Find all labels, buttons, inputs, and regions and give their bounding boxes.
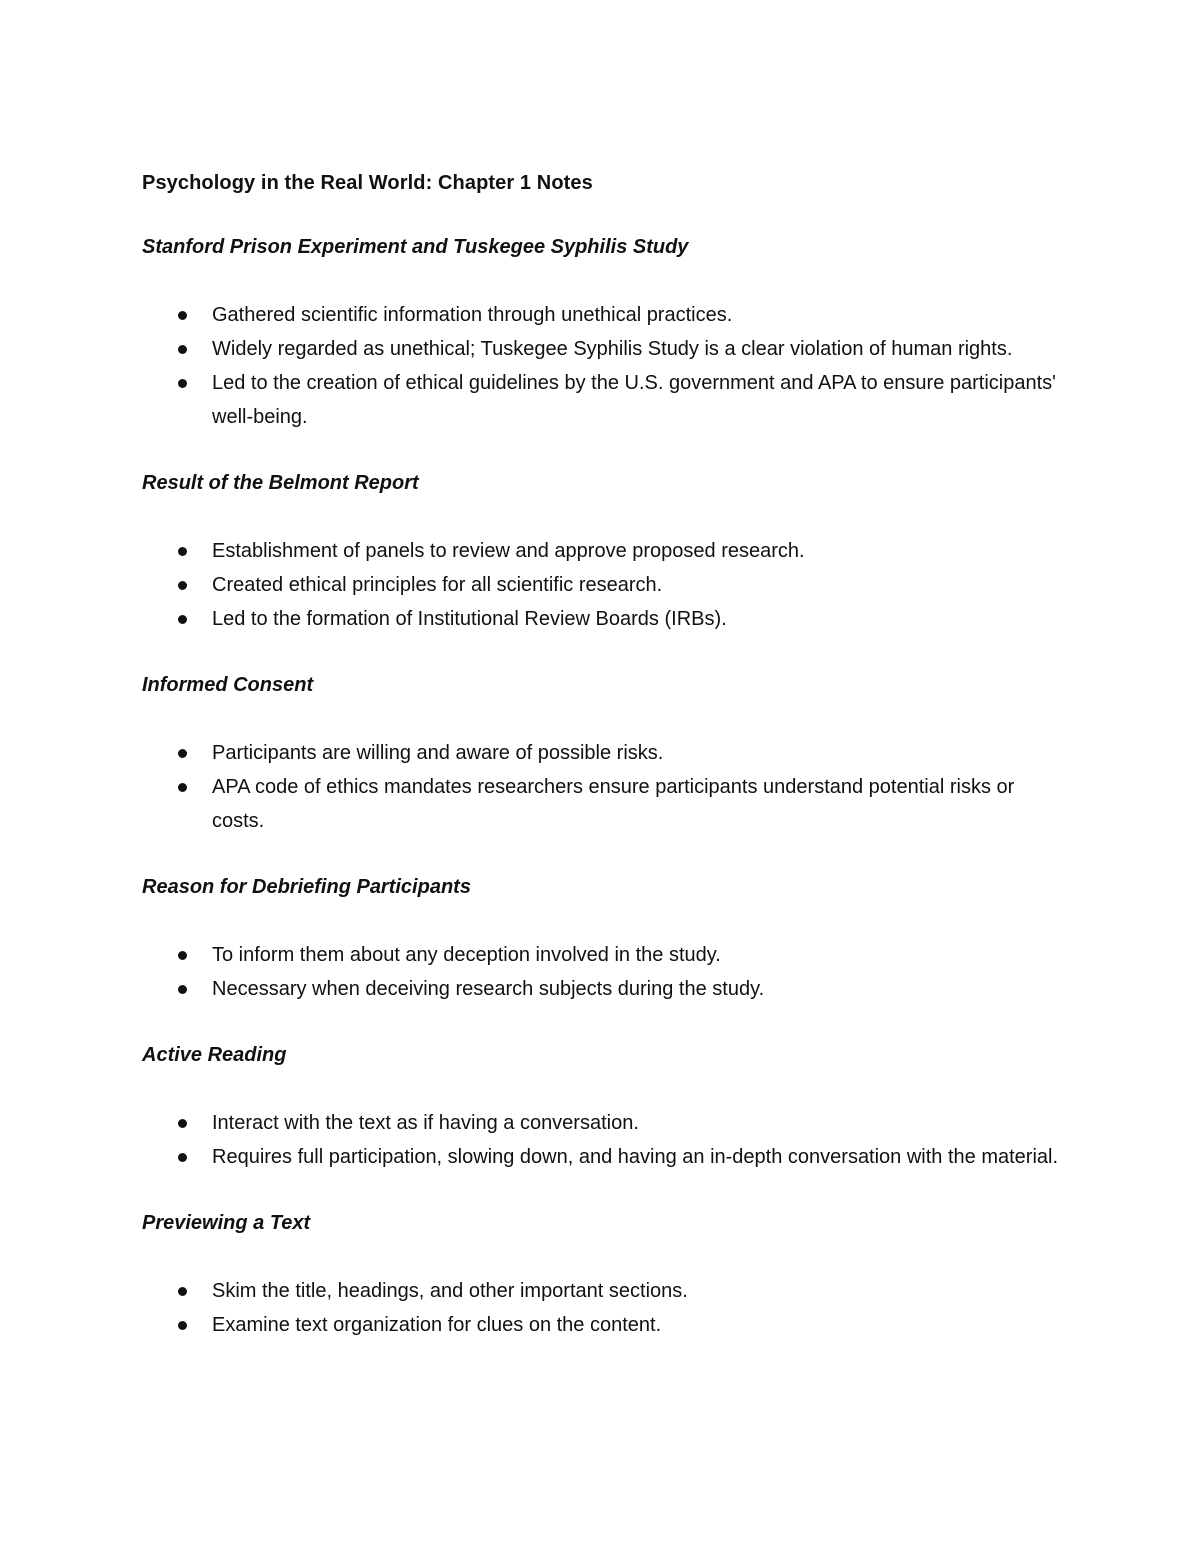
bullet-item <box>142 770 1062 838</box>
bullet-icon <box>178 379 187 388</box>
bullet-icon <box>178 951 187 960</box>
bullet-text: Gathered scientific information through unethical practices. <box>212 304 733 326</box>
bullet-text: Requires full participation, slowing down, and having an in-depth conversation with the material. <box>212 1146 1059 1168</box>
bullet-text: Examine text organization for clues on the content. <box>212 1314 662 1336</box>
bullet-text: APA code of ethics mandates researchers ensure participants understand potential risks or costs. <box>212 776 1015 832</box>
bullet-icon <box>178 985 187 994</box>
bullet-item <box>142 1106 1062 1140</box>
bullet-text: Led to the formation of Institutional Review Boards (IRBs). <box>212 608 727 630</box>
bullet-list <box>142 298 1072 434</box>
section-heading: Result of the Belmont Report <box>142 472 419 494</box>
bullet-icon <box>178 1119 187 1128</box>
bullet-list <box>142 1106 1072 1174</box>
bullet-icon <box>178 581 187 590</box>
bullet-text: Necessary when deceiving research subjects during the study. <box>212 978 765 1000</box>
bullet-item <box>142 1274 1062 1308</box>
bullet-icon <box>178 1321 187 1330</box>
section-heading: Informed Consent <box>142 674 314 696</box>
bullet-icon <box>178 615 187 624</box>
bullet-list <box>142 1274 1072 1342</box>
bullet-item <box>142 938 1062 972</box>
bullet-list <box>142 938 1072 1006</box>
bullet-icon <box>178 1287 187 1296</box>
bullet-item <box>142 534 1062 568</box>
bullet-icon <box>178 311 187 320</box>
bullet-text: Widely regarded as unethical; Tuskegee Syphilis Study is a clear violation of human rights. <box>212 338 1013 360</box>
bullet-text: Interact with the text as if having a conversation. <box>212 1112 639 1134</box>
section-heading: Reason for Debriefing Participants <box>142 876 471 898</box>
bullet-item <box>142 332 1062 366</box>
bullet-text: Led to the creation of ethical guidelines by the U.S. government and APA to ensure participants' well-being. <box>212 372 1056 428</box>
bullet-icon <box>178 1153 187 1162</box>
bullet-item <box>142 972 1062 1006</box>
bullet-text: Establishment of panels to review and approve proposed research. <box>212 540 805 562</box>
document-content <box>142 168 1072 1376</box>
bullet-text: Participants are willing and aware of possible risks. <box>212 742 664 764</box>
bullet-item <box>142 1140 1062 1174</box>
bullet-item <box>142 1308 1062 1342</box>
bullet-icon <box>178 783 187 792</box>
bullet-item <box>142 298 1062 332</box>
bullet-list <box>142 736 1072 838</box>
bullet-icon <box>178 547 187 556</box>
section-heading: Active Reading <box>142 1044 287 1066</box>
bullet-icon <box>178 345 187 354</box>
bullet-text: To inform them about any deception involved in the study. <box>212 944 721 966</box>
section-heading: Stanford Prison Experiment and Tuskegee Syphilis Study <box>142 236 689 258</box>
bullet-text: Created ethical principles for all scientific research. <box>212 574 663 596</box>
bullet-item <box>142 366 1062 434</box>
section-heading: Previewing a Text <box>142 1212 311 1234</box>
bullet-item <box>142 568 1062 602</box>
bullet-list <box>142 534 1072 636</box>
bullet-item <box>142 602 1062 636</box>
bullet-text: Skim the title, headings, and other important sections. <box>212 1280 688 1302</box>
bullet-item <box>142 736 1062 770</box>
document-title: Psychology in the Real World: Chapter 1 Notes <box>142 172 593 194</box>
bullet-icon <box>178 749 187 758</box>
